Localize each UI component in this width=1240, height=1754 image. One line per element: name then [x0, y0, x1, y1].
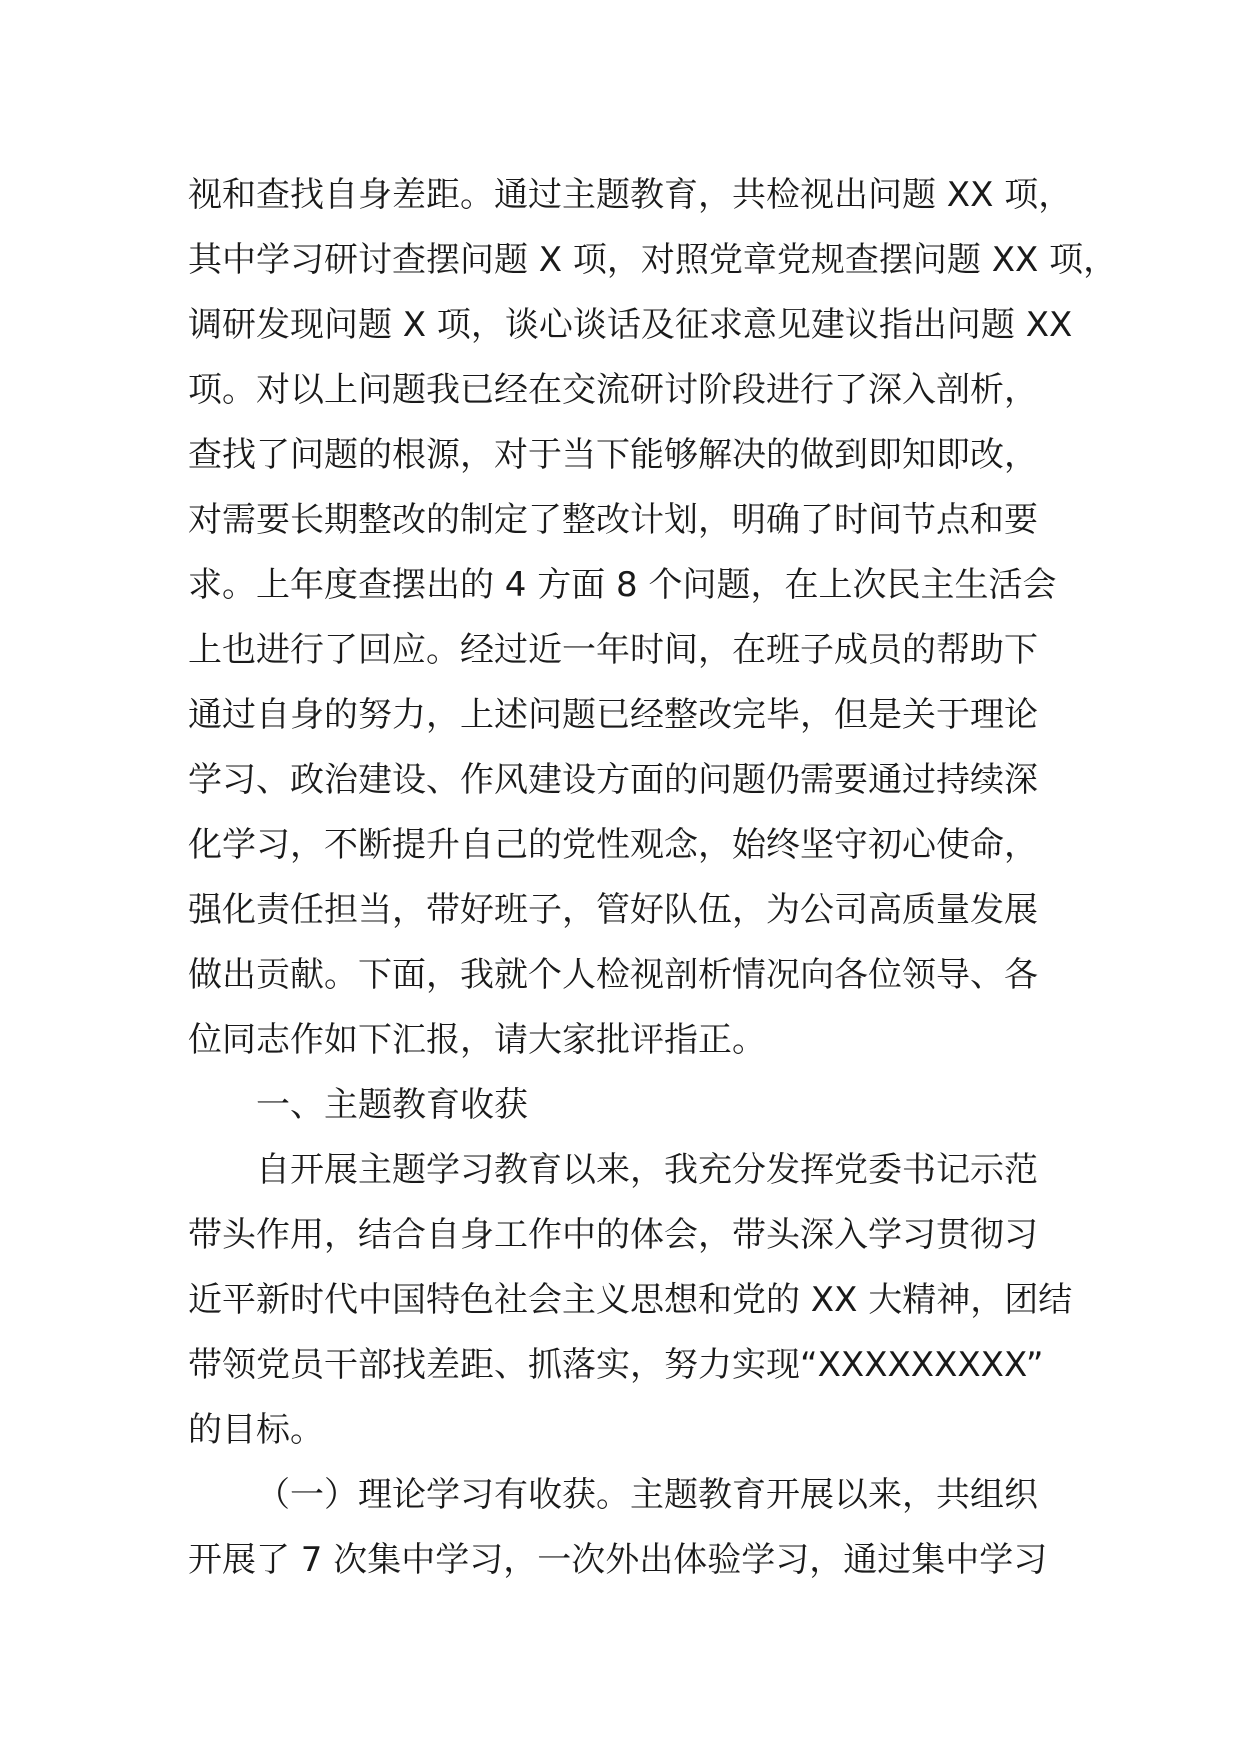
section-heading — [188, 1073, 1068, 1138]
text-line: 化学习，不断提升自己的党性观念，始终坚守初心使命， — [188, 825, 1038, 865]
text-line: 上也进行了回应。经过近一年时间，在班子成员的帮助下 — [188, 630, 1038, 670]
text-line: 学习、政治建设、作风建设方面的问题仍需要通过持续深 — [188, 760, 1038, 800]
text-line: 带头作用，结合自身工作中的体会，带头深入学习贯彻习 — [188, 1215, 1038, 1255]
text-line: 调研发现问题 X 项，谈心谈话及征求意见建议指出问题 XX — [188, 305, 1073, 345]
text-line: 项。对以上问题我已经在交流研讨阶段进行了深入剖析， — [188, 370, 1038, 410]
text-line: 做出贡献。下面，我就个人检视剖析情况向各位领导、各 — [188, 955, 1038, 995]
text-line: （一）理论学习有收获。主题教育开展以来，共组织 — [256, 1475, 1038, 1515]
paragraph-3 — [188, 1463, 1068, 1593]
text-line: 求。上年度查摆出的 4 方面 8 个问题，在上次民主生活会 — [188, 565, 1057, 605]
document-body — [188, 163, 1118, 1593]
text-line: 查找了问题的根源，对于当下能够解决的做到即知即改， — [188, 435, 1038, 475]
text-line: 开展了 7 次集中学习，一次外出体验学习，通过集中学习 — [188, 1540, 1048, 1580]
text-line: 强化责任担当，带好班子，管好队伍，为公司高质量发展 — [188, 890, 1038, 930]
text-line: 位同志作如下汇报，请大家批评指正。 — [188, 1020, 766, 1060]
text-line: 通过自身的努力，上述问题已经整改完毕，但是关于理论 — [188, 695, 1038, 735]
text-line: 视和查找自身差距。通过主题教育，共检视出问题 XX 项， — [188, 175, 1073, 215]
paragraph-2 — [188, 1138, 1073, 1463]
paragraph-1 — [188, 163, 1118, 1073]
text-line: 的目标。 — [188, 1410, 324, 1450]
text-line: 带领党员干部找差距、抓落实，努力实现“XXXXXXXXX” — [188, 1345, 1044, 1385]
heading-text: 一、主题教育收获 — [256, 1085, 528, 1125]
text-line: 近平新时代中国特色社会主义思想和党的 XX 大精神，团结 — [188, 1280, 1073, 1320]
text-line: 自开展主题学习教育以来，我充分发挥党委书记示范 — [256, 1150, 1038, 1190]
text-line: 对需要长期整改的制定了整改计划，明确了时间节点和要 — [188, 500, 1038, 540]
text-line: 其中学习研讨查摆问题 X 项，对照党章党规查摆问题 XX 项， — [188, 240, 1118, 280]
